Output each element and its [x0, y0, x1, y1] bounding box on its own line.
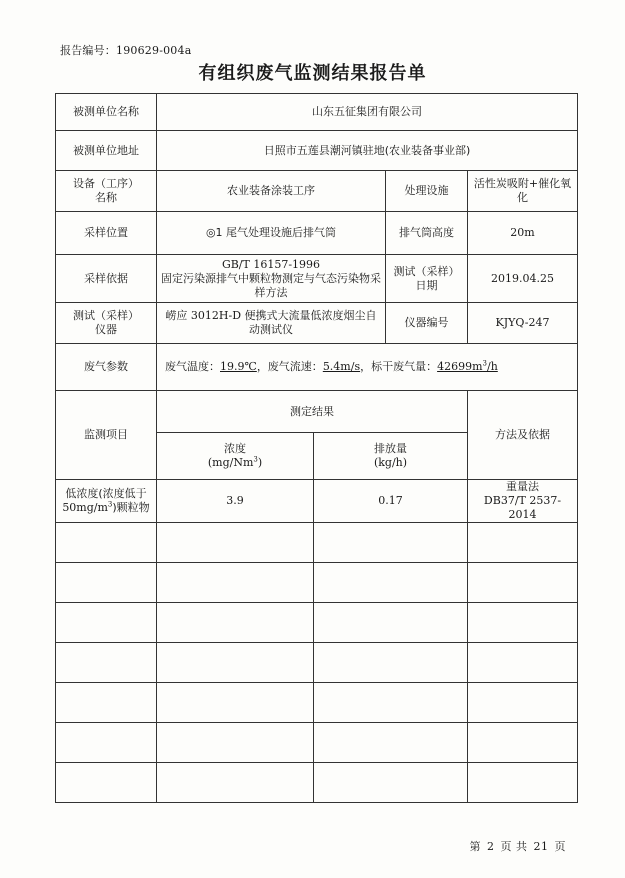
report-number-value: 190629-004a: [116, 44, 192, 57]
instrument-label-line1: 测试（采样）: [73, 309, 139, 322]
result-item-unit: 50mg/m: [62, 501, 108, 514]
concentration-unit-superscript: 3: [253, 455, 258, 464]
empty-row: [56, 603, 578, 643]
instrument-label: [56, 303, 157, 344]
row-unit-address: [56, 131, 578, 171]
gas-flow-number: 42699m: [437, 360, 483, 373]
row-gas-parameters: [56, 344, 578, 391]
table-row: [56, 480, 578, 523]
result-item: [56, 480, 157, 523]
stack-height-value: 20m: [468, 212, 578, 255]
result-emission: 0.17: [314, 480, 468, 523]
page-footer: [467, 838, 570, 854]
equipment-label: [56, 171, 157, 212]
gas-temp-value: 19.9℃: [220, 360, 257, 373]
report-number: [60, 42, 191, 58]
sample-location-value: ◎1 尾气处理设施后排气筒: [157, 212, 386, 255]
row-sample-location: [56, 212, 578, 255]
treatment-value: 活性炭吸附+催化氧化: [468, 171, 578, 212]
gas-temp-label: 废气温度：: [165, 360, 220, 373]
item-header: 监测项目: [56, 391, 157, 480]
unit-name-label: 被测单位名称: [56, 94, 157, 131]
result-item-superscript: 3: [107, 500, 113, 509]
empty-row: [56, 723, 578, 763]
page-title: 有组织废气监测结果报告单: [198, 63, 427, 84]
result-item-line1: 低浓度(浓度低于: [65, 487, 147, 500]
instrument-value: 崂应 3012H-D 便携式大流量低浓度烟尘自动测试仪: [157, 303, 386, 344]
gas-parameters-value: [157, 344, 578, 391]
stack-height-label: 排气筒高度: [386, 212, 468, 255]
gas-speed-value: 5.4m/s: [322, 360, 361, 373]
test-date-value: 2019.04.25: [468, 255, 578, 303]
empty-row: [56, 563, 578, 603]
emission-label: 排放量: [374, 442, 407, 455]
empty-row: [56, 683, 578, 723]
sampling-basis-value: [157, 255, 386, 303]
row-equipment: [56, 171, 578, 212]
concentration-unit-close: ): [257, 456, 263, 469]
footer-suffix: 页: [554, 840, 566, 853]
empty-row: [56, 643, 578, 683]
report-number-label: 报告编号：: [60, 44, 116, 57]
result-item-name: )颗粒物: [112, 501, 150, 514]
row-results-header: [56, 391, 578, 433]
gas-flow-value: [437, 360, 498, 373]
concentration-unit: [160, 456, 310, 470]
result-method-name: 重量法: [506, 480, 539, 493]
emission-header: [314, 433, 468, 480]
concentration-header: [157, 433, 314, 480]
method-header: 方法及依据: [468, 391, 578, 480]
sampling-basis-standard: GB/T 16157-1996: [221, 257, 321, 271]
row-unit-name: [56, 94, 578, 131]
equipment-label-line2: 名称: [95, 191, 117, 204]
results-header: 测定结果: [157, 391, 468, 433]
result-concentration: 3.9: [157, 480, 314, 523]
gas-parameters-label: 废气参数: [56, 344, 157, 391]
instrument-label-line2: 仪器: [95, 323, 117, 336]
concentration-unit-text: (mg/Nm: [207, 456, 254, 469]
gas-flow-label: ，标干废气量：: [360, 360, 438, 373]
row-sampling-basis: [56, 255, 578, 303]
unit-address-value: 日照市五莲县潮河镇驻地(农业装备事业部): [157, 131, 578, 171]
unit-name-value: 山东五征集团有限公司: [157, 94, 578, 131]
concentration-label: 浓度: [224, 442, 246, 455]
unit-address-label: 被测单位地址: [56, 131, 157, 171]
result-item-line2: [59, 501, 153, 515]
footer-prefix: 第: [469, 840, 481, 853]
instrument-number-value: KJYQ-247: [468, 303, 578, 344]
gas-flow-superscript: 3: [482, 359, 487, 368]
treatment-label: 处理设施: [386, 171, 468, 212]
emission-unit: (kg/h): [373, 456, 408, 469]
empty-row: [56, 763, 578, 803]
footer-page-total: 21: [533, 840, 549, 853]
sampling-basis-title: 固定污染源排气中颗粒物测定与气态污染物采样方法: [161, 271, 381, 299]
footer-page-number: 2: [487, 840, 495, 853]
row-instrument: [56, 303, 578, 344]
footer-middle: 页 共: [500, 840, 528, 853]
test-date-label-line1: 测试（采样）: [393, 264, 460, 278]
sample-location-label: 采样位置: [56, 212, 157, 255]
equipment-value: 农业装备涂装工序: [157, 171, 386, 212]
empty-row: [56, 523, 578, 563]
sampling-basis-label: 采样依据: [56, 255, 157, 303]
test-date-label: [386, 255, 468, 303]
gas-flow-unit: /h: [487, 360, 498, 373]
result-method-standard: DB37/T 2537-2014: [483, 494, 562, 521]
equipment-label-line1: 设备（工序）: [73, 177, 139, 190]
report-table: [55, 93, 578, 803]
test-date-label-line2: 日期: [415, 278, 438, 292]
result-method: [468, 480, 578, 523]
gas-speed-label: ，废气流速：: [256, 360, 323, 373]
instrument-number-label: 仪器编号: [386, 303, 468, 344]
